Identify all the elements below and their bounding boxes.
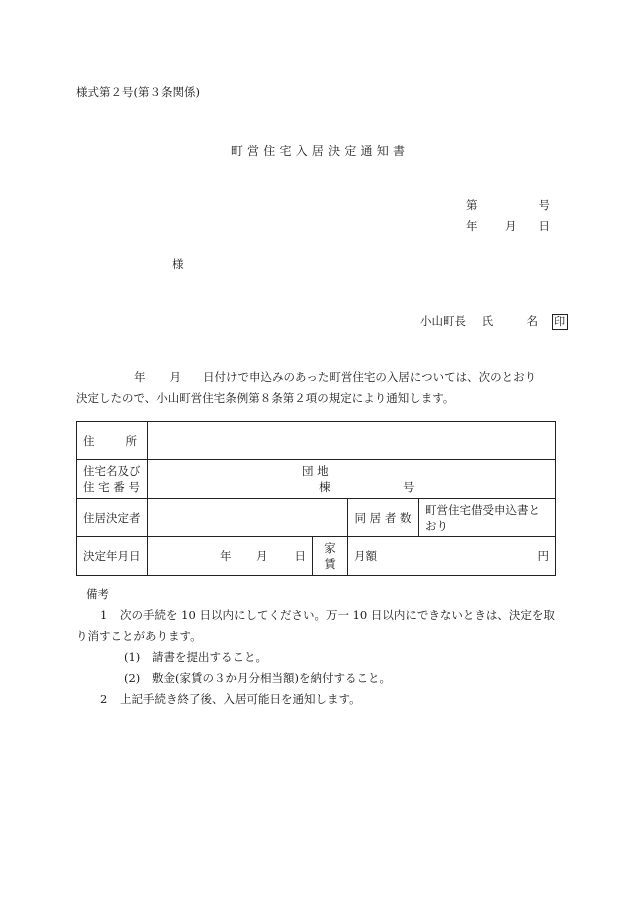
- sub-2-text: 敷金(家賃の３か月分相当額)を納付すること。: [152, 671, 391, 685]
- house-number-field: 号: [403, 480, 415, 494]
- document-title: [0, 142, 630, 159]
- house-label-cell: [77, 460, 148, 499]
- note-2: [76, 689, 556, 710]
- decision-date-fields: [154, 548, 306, 564]
- sub-1-mark: (1): [124, 650, 141, 664]
- form-number: 様式第２号(第３条関係): [76, 85, 200, 99]
- rent-value-cell: [348, 537, 556, 576]
- note-1-sub-2: [76, 668, 556, 689]
- document-number-suffix: 号: [538, 198, 550, 212]
- body-line-1-rest: 日付けで申込みのあった町営住宅の入居については、次のとおり: [203, 370, 537, 384]
- decision-date-year: 年: [220, 549, 232, 563]
- note-2-mark: 2: [100, 692, 108, 706]
- issue-date-month: 月: [505, 219, 517, 233]
- issuer-title: 小山町長: [420, 314, 466, 328]
- document-number-prefix: 第: [466, 198, 478, 212]
- rent-value-fields: [354, 548, 549, 564]
- house-number-line: [154, 479, 549, 495]
- cohabitant-label-cell: 同 居 者 数: [348, 499, 419, 537]
- cohabitant-value-cell: 町営住宅借受申込書とおり: [419, 499, 556, 537]
- notes-header: 備考: [86, 587, 109, 601]
- decision-date-day: 日: [294, 549, 306, 563]
- note-1-line-1: [76, 605, 556, 626]
- address-label-cell: [77, 422, 148, 460]
- notification-body: [76, 367, 556, 409]
- body-line-2: 決定したので、小山町営住宅条例第８条第２項の規定により通知します。: [76, 391, 455, 405]
- addressee-suffix: 様: [172, 257, 184, 271]
- house-complex-field: 団 地: [302, 464, 329, 478]
- issuer-name-label-1: 氏: [481, 314, 494, 328]
- sub-2-mark: (2): [124, 671, 141, 685]
- decision-date-label-cell: 決定年月日: [77, 537, 148, 576]
- decided-person-label-cell: 住居決定者: [77, 499, 148, 537]
- house-value-cell: [148, 460, 556, 499]
- house-label-line-2: 住 宅 番 号: [83, 480, 140, 494]
- decision-table: [76, 421, 556, 576]
- rent-unit: 円: [537, 549, 549, 563]
- note-1-mark: 1: [100, 608, 108, 622]
- body-line-1: [76, 367, 556, 388]
- table-row-decision-date: [77, 537, 556, 576]
- decided-person-value-cell: [148, 499, 348, 537]
- table-row-address: [77, 422, 556, 460]
- document-title-text: 町 営 住 宅 入 居 決 定 通 知 書: [230, 144, 406, 158]
- decision-date-month: 月: [256, 549, 268, 563]
- issuer-name-label-2: 名: [526, 314, 538, 328]
- decision-date-value-cell: [148, 537, 313, 576]
- house-building-field: 棟: [319, 480, 331, 494]
- note-1-sub-1: [76, 647, 556, 668]
- address-label-1: 住: [83, 433, 95, 448]
- table-row-house: [77, 460, 556, 499]
- address-value-cell: [148, 422, 556, 460]
- house-label-line-1: 住宅名及び: [83, 464, 141, 478]
- table-row-residents: [77, 499, 556, 537]
- issue-date-day: 日: [538, 219, 550, 233]
- notes-section: [76, 584, 556, 710]
- rent-monthly-label: 月額: [354, 549, 377, 563]
- seal-mark: 印: [552, 314, 568, 330]
- note-2-text: 上記手続き終了後、入居可能日を通知します。: [120, 692, 361, 706]
- note-1-line-2: り消すことがあります。: [76, 629, 202, 643]
- rent-label-cell: 家 賃: [313, 537, 348, 576]
- body-month: 月: [169, 370, 181, 384]
- issuer-line: [420, 313, 568, 330]
- issue-date-year: 年: [466, 219, 478, 233]
- body-year: 年: [134, 370, 146, 384]
- sub-1-text: 請書を提出すること。: [152, 650, 267, 664]
- address-label-2: 所: [125, 433, 137, 448]
- note-1-text: 次の手続を 10 日以内にしてください。万一 10 日以内にできないときは、決定を取: [120, 608, 555, 622]
